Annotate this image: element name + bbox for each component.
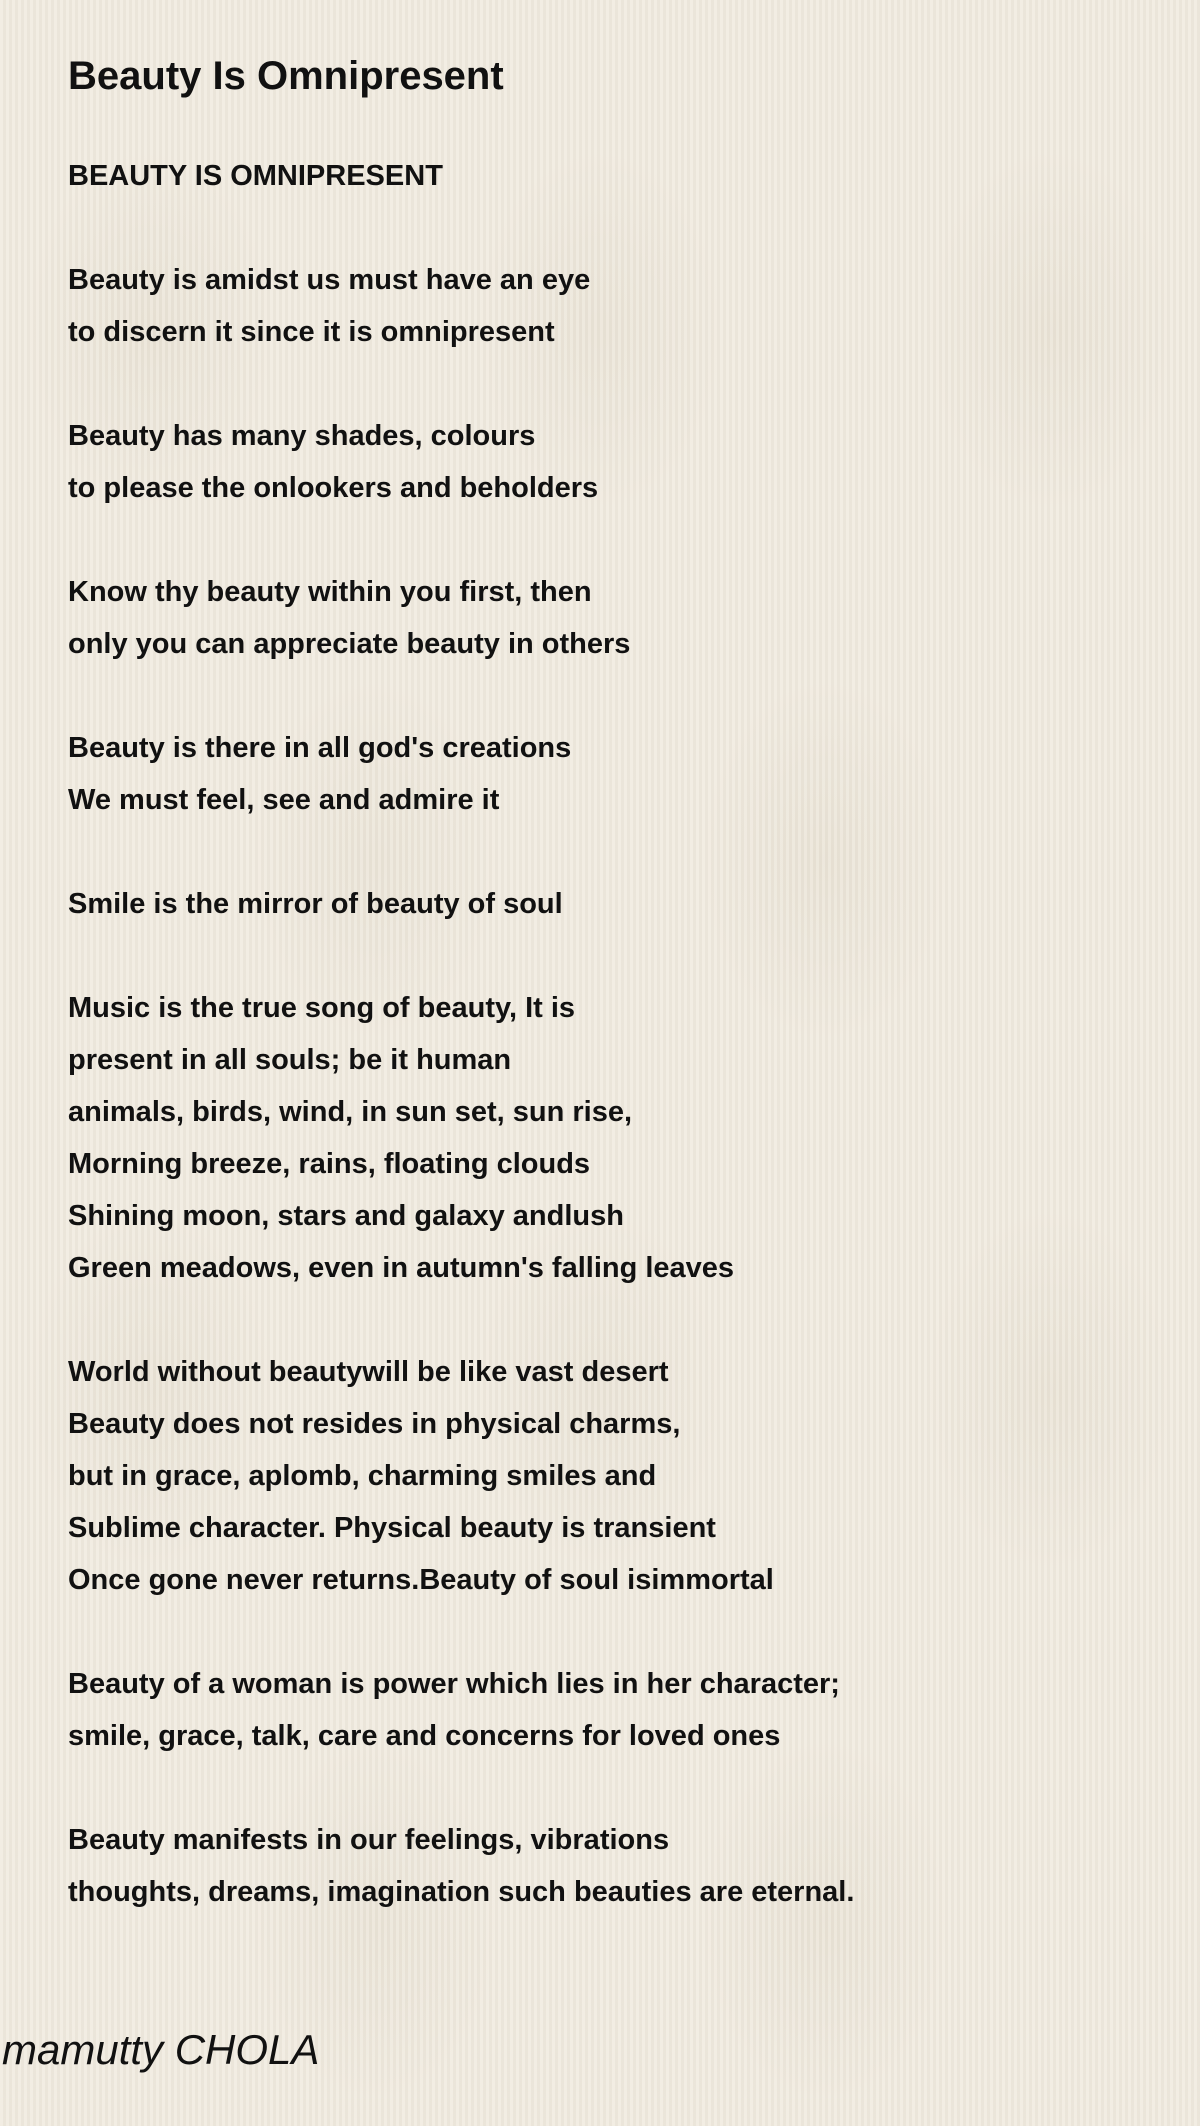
poem-line: Beauty is amidst us must have an eye bbox=[68, 264, 591, 296]
poem-line: Morning breeze, rains, floating clouds bbox=[68, 1148, 591, 1180]
stanza-gap bbox=[68, 202, 1148, 254]
poem-line: Once gone never returns.Beauty of soul isimmortal bbox=[68, 1564, 774, 1596]
poem-line: Shining moon, stars and galaxy andlush bbox=[68, 1200, 624, 1232]
poem-line: present in all souls; be it human bbox=[68, 1044, 512, 1076]
stanza-gap bbox=[68, 514, 1148, 566]
stanza-gap bbox=[68, 826, 1148, 878]
poem-line: animals, birds, wind, in sun set, sun rise, bbox=[68, 1096, 633, 1128]
poem-line: Green meadows, even in autumn's falling leaves bbox=[68, 1252, 735, 1284]
poem-line: Beauty does not resides in physical charms, bbox=[68, 1408, 681, 1440]
poem-line: We must feel, see and admire it bbox=[68, 784, 500, 816]
poem-line: Beauty is there in all god's creations bbox=[68, 732, 572, 764]
stanza-gap bbox=[68, 358, 1148, 410]
poem-line: to discern it since it is omnipresent bbox=[68, 316, 555, 348]
poem-line: smile, grace, talk, care and concerns for loved ones bbox=[68, 1720, 781, 1752]
stanza-gap bbox=[68, 1294, 1148, 1346]
poem-line: to please the onlookers and beholders bbox=[68, 472, 599, 504]
poem-line: Beauty of a woman is power which lies in her character; bbox=[68, 1668, 840, 1700]
poem-line: only you can appreciate beauty in others bbox=[68, 628, 631, 660]
poem-line: World without beautywill be like vast desert bbox=[68, 1356, 669, 1388]
stanza-gap bbox=[68, 1606, 1148, 1658]
stanza-gap bbox=[68, 670, 1148, 722]
poem-line: thoughts, dreams, imagination such beauties are eternal. bbox=[68, 1876, 855, 1908]
poem-title: Beauty Is Omnipresent bbox=[68, 54, 504, 98]
poem-line: Beauty has many shades, colours bbox=[68, 420, 536, 452]
poem-line: Smile is the mirror of beauty of soul bbox=[68, 888, 563, 920]
stanza-gap bbox=[68, 930, 1148, 982]
stanza-gap bbox=[68, 1762, 1148, 1814]
poem-body bbox=[68, 150, 1148, 1918]
poem-line: Beauty manifests in our feelings, vibrations bbox=[68, 1824, 670, 1856]
poem-author: mamutty CHOLA bbox=[2, 2026, 320, 2073]
poem-line: but in grace, aplomb, charming smiles and bbox=[68, 1460, 657, 1492]
poem-line: Know thy beauty within you first, then bbox=[68, 576, 592, 608]
poem-line: Sublime character. Physical beauty is transient bbox=[68, 1512, 716, 1544]
poem-line: BEAUTY IS OMNIPRESENT bbox=[68, 160, 443, 192]
poem-line: Music is the true song of beauty, It is bbox=[68, 992, 576, 1024]
